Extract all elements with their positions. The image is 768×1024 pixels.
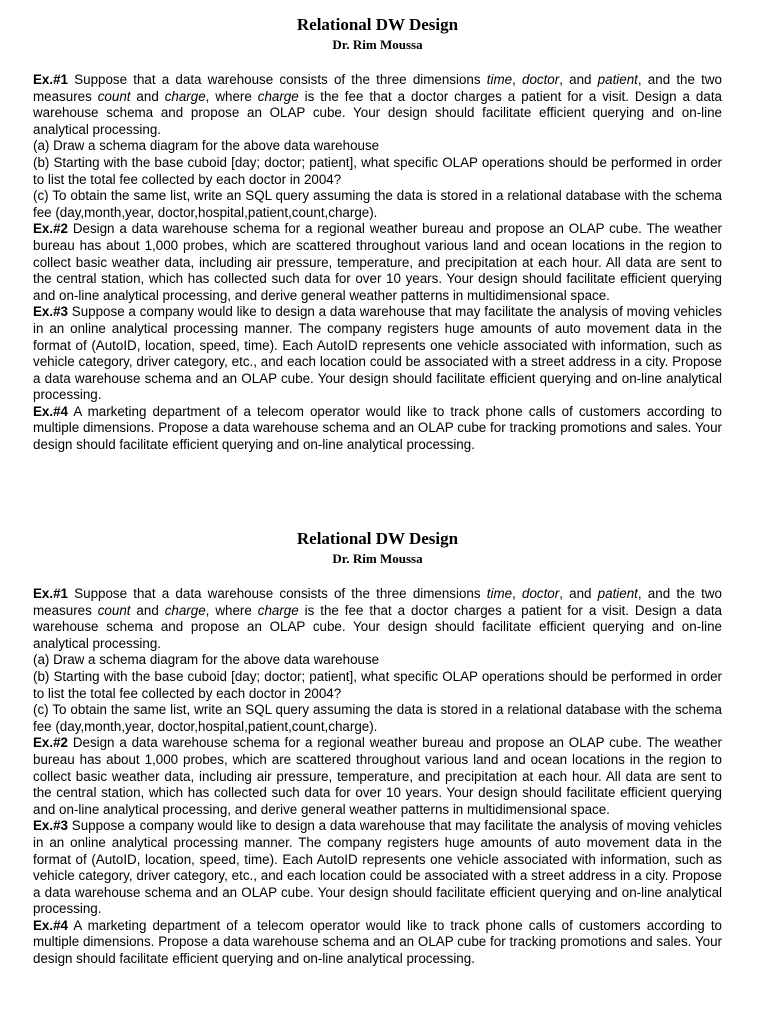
author-name: Dr. Rim Moussa [332, 551, 423, 566]
exercise-1-part-c: (c) To obtain the same list, write an SQL query assuming the data is stored in a relational database with the schema fee (day,month,year, doctor,hospital,patient,count,charge). [33, 702, 722, 734]
exercise-text: , and [559, 586, 598, 601]
exercise-1-part-b: (b) Starting with the base cuboid [day; doctor; patient], what specific OLAP operations should be performed in order to list the total fee collected by each doctor in 2004? [33, 668, 722, 701]
exercise-text: , and [559, 72, 598, 87]
exercise-text: and [130, 602, 165, 618]
exercise-text: and [130, 88, 165, 104]
term-doctor: doctor [522, 586, 560, 601]
term-count: count [97, 602, 131, 618]
exercise-text: Suppose that a data warehouse consists of the three dimensions [68, 72, 487, 87]
term-patient: patient [597, 72, 638, 87]
exercise-sheet-2 [33, 528, 722, 968]
exercise-text: Design a data warehouse schema for a regional weather bureau and propose an OLAP cube. The weather bureau has about 1,000 probes, which are scattered throughout various land and ocean locations in the region to collect basic weather data, including air pressure, temperature, and precipitation at each hour. All data are sent to the central station, which has collected such data for over 10 years. Your design should facilitate efficient querying and on-line analytical processing, and derive general weather patterns in multidimensional space. [33, 735, 722, 817]
exercise-text: Suppose that a data warehouse consists of the three dimensions [68, 586, 487, 601]
exercise-label: Ex.#4 [33, 403, 68, 419]
exercise-label: Ex.#2 [33, 221, 68, 237]
exercise-text: , and the two measures [33, 586, 722, 618]
term-charge: charge [257, 88, 299, 104]
page-title: Relational DW Design [296, 15, 459, 34]
exercise-4 [33, 404, 722, 454]
exercise-text: A marketing department of a telecom operator would like to track phone calls of customers according to multiple dimensions. Propose a data warehouse schema and an OLAP cube for tracking promotions and sales. Your design should facilitate efficient querying and on-line analytical processing. [33, 917, 722, 967]
exercise-text: , and the two measures [33, 72, 722, 104]
exercise-text: , where [205, 88, 258, 104]
exercise-1-part-b: (b) Starting with the base cuboid [day; doctor; patient], what specific OLAP operations should be performed in order to list the total fee collected by each doctor in 2004? [33, 154, 722, 187]
exercise-1 [33, 586, 722, 652]
term-count: count [97, 88, 131, 104]
exercise-3 [33, 304, 722, 404]
exercise-label: Ex.#3 [33, 304, 68, 320]
exercise-text: Suppose a company would like to design a data warehouse that may facilitate the analysis of moving vehicles in an online analytical processing manner. The company registers huge amounts of auto movement data in the format of (AutoID, location, speed, time). Each AutoID represents one vehicle associated with information, such as vehicle category, driver category, etc., and each location could be associated with a street address in a city. Propose a data warehouse schema and an OLAP cube. Your design should facilitate efficient querying and on-line analytical processing. [33, 304, 722, 403]
term-doctor: doctor [522, 72, 560, 87]
exercise-1-part-c: (c) To obtain the same list, write an SQL query assuming the data is stored in a relational database with the schema fee (day,month,year, doctor,hospital,patient,count,charge). [33, 188, 722, 220]
exercise-text: , [512, 586, 522, 601]
exercise-label: Ex.#4 [33, 917, 68, 933]
exercise-1-part-a: (a) Draw a schema diagram for the above data warehouse [33, 652, 380, 668]
term-charge: charge [164, 602, 206, 618]
exercise-sheet-1 [33, 14, 722, 454]
exercise-1-part-a: (a) Draw a schema diagram for the above data warehouse [33, 138, 380, 154]
term-time: time [486, 586, 513, 601]
exercise-3 [33, 818, 722, 918]
exercise-2 [33, 735, 722, 818]
exercise-4 [33, 918, 722, 968]
term-charge: charge [257, 602, 299, 618]
exercise-text: , where [205, 602, 258, 618]
term-charge: charge [164, 88, 206, 104]
exercise-text: Suppose a company would like to design a data warehouse that may facilitate the analysis of moving vehicles in an online analytical processing manner. The company registers huge amounts of auto movement data in the format of (AutoID, location, speed, time). Each AutoID represents one vehicle associated with information, such as vehicle category, driver category, etc., and each location could be associated with a street address in a city. Propose a data warehouse schema and an OLAP cube. Your design should facilitate efficient querying and on-line analytical processing. [33, 818, 722, 917]
exercise-label: Ex.#1 [33, 72, 68, 87]
exercise-text: Design a data warehouse schema for a regional weather bureau and propose an OLAP cube. The weather bureau has about 1,000 probes, which are scattered throughout various land and ocean locations in the region to collect basic weather data, including air pressure, temperature, and precipitation at each hour. All data are sent to the central station, which has collected such data for over 10 years. Your design should facilitate efficient querying and on-line analytical processing, and derive general weather patterns in multidimensional space. [33, 221, 722, 303]
term-time: time [486, 72, 513, 87]
exercise-text: is the fee that a doctor charges a patient for a visit. Design a data warehouse schema and propose an OLAP cube. Your design should facilitate efficient querying and on-line analytical processing. [33, 602, 722, 651]
author-name: Dr. Rim Moussa [332, 37, 423, 52]
exercise-label: Ex.#1 [33, 586, 68, 601]
exercise-text: A marketing department of a telecom operator would like to track phone calls of customers according to multiple dimensions. Propose a data warehouse schema and an OLAP cube for tracking promotions and sales. Your design should facilitate efficient querying and on-line analytical processing. [33, 403, 722, 453]
exercise-label: Ex.#2 [33, 735, 68, 751]
exercise-label: Ex.#3 [33, 818, 68, 834]
exercise-2 [33, 221, 722, 304]
exercise-1 [33, 72, 722, 138]
page-title: Relational DW Design [296, 529, 459, 548]
exercise-text: is the fee that a doctor charges a patient for a visit. Design a data warehouse schema and propose an OLAP cube. Your design should facilitate efficient querying and on-line analytical processing. [33, 88, 722, 137]
term-patient: patient [597, 586, 638, 601]
exercise-text: , [512, 72, 522, 87]
